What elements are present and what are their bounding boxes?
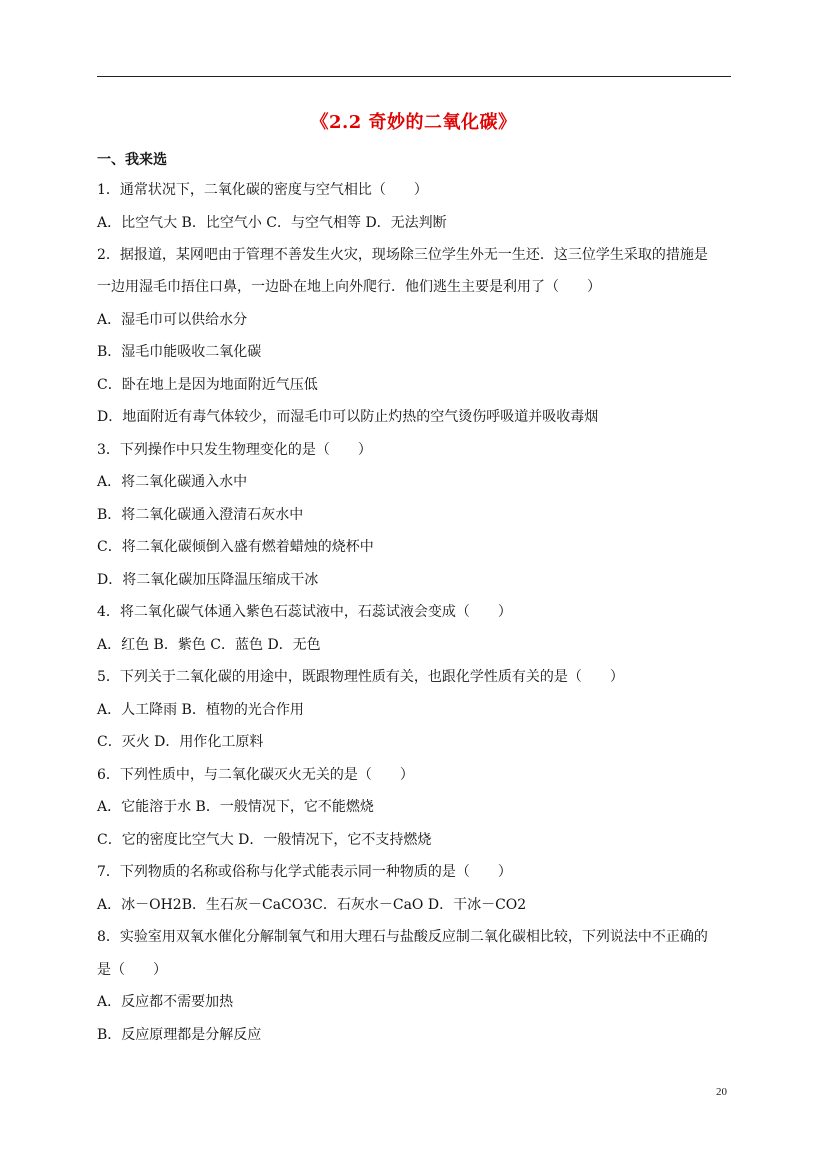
text-line: B．反应原理都是分解反应 <box>97 1027 262 1043</box>
section-heading: 一、我来选 <box>97 152 167 168</box>
header-rule <box>97 76 731 77</box>
text-line: 5．下列关于二氧化碳的用途中，既跟物理性质有关，也跟化学性质有关的是（ ） <box>97 669 624 685</box>
text-line: A．它能溶于水 B．一般情况下，它不能燃烧 <box>97 799 374 815</box>
text-line: 7．下列物质的名称或俗称与化学式能表示同一种物质的是（ ） <box>97 864 512 880</box>
text-line: A．人工降雨 B．植物的光合作用 <box>97 702 304 718</box>
text-line: B．将二氧化碳通入澄清石灰水中 <box>97 507 304 523</box>
text-line: A．红色 B．紫色 C．蓝色 D．无色 <box>97 637 321 653</box>
text-line: A．湿毛巾可以供给水分 <box>97 312 248 328</box>
text-line: C．将二氧化碳倾倒入盛有燃着蜡烛的烧杯中 <box>97 539 374 555</box>
text-line: A．比空气大 B．比空气小 C．与空气相等 D．无法判断 <box>97 215 447 231</box>
text-line: 2．据报道，某网吧由于管理不善发生火灾，现场除三位学生外无一生还．这三位学生采取的措施是 <box>97 247 708 263</box>
text-line: C．卧在地上是因为地面附近气压低 <box>97 377 318 393</box>
text-line: 是（ ） <box>97 962 167 978</box>
text-line: A．将二氧化碳通入水中 <box>97 474 248 490</box>
text-line: A．反应都不需要加热 <box>97 994 234 1010</box>
text-line: C．它的密度比空气大 D．一般情况下，它不支持燃烧 <box>97 832 432 848</box>
text-line: 3．下列操作中只发生物理变化的是（ ） <box>97 442 372 458</box>
text-line: 6．下列性质中，与二氧化碳灭火无关的是（ ） <box>97 767 414 783</box>
text-line: D．地面附近有毒气体较少，而湿毛巾可以防止灼热的空气烫伤呼吸道并吸收毒烟 <box>97 409 599 425</box>
text-line: 1．通常状况下，二氧化碳的密度与空气相比（ ） <box>97 182 428 198</box>
text-line: D．将二氧化碳加压降温压缩成干冰 <box>97 572 319 588</box>
text-line: 一边用湿毛巾捂住口鼻，一边卧在地上向外爬行．他们逃生主要是利用了（ ） <box>97 279 601 295</box>
text-line: 4．将二氧化碳气体通入紫色石蕊试液中，石蕊试液会变成（ ） <box>97 604 512 620</box>
text-line: 8．实验室用双氧水催化分解制氧气和用大理石与盐酸反应制二氧化碳相比较，下列说法中不正确的 <box>97 929 708 945</box>
text-line: C．灭火 D．用作化工原料 <box>97 734 264 750</box>
page-number: 20 <box>716 1086 727 1098</box>
text-line: A．冰－OH2B．生石灰－CaCO3C．石灰水－CaO D．干冰－CO2 <box>97 897 527 913</box>
page-title: 《2.2 奇妙的二氧化碳》 <box>310 112 517 133</box>
text-line: B．湿毛巾能吸收二氧化碳 <box>97 344 262 360</box>
